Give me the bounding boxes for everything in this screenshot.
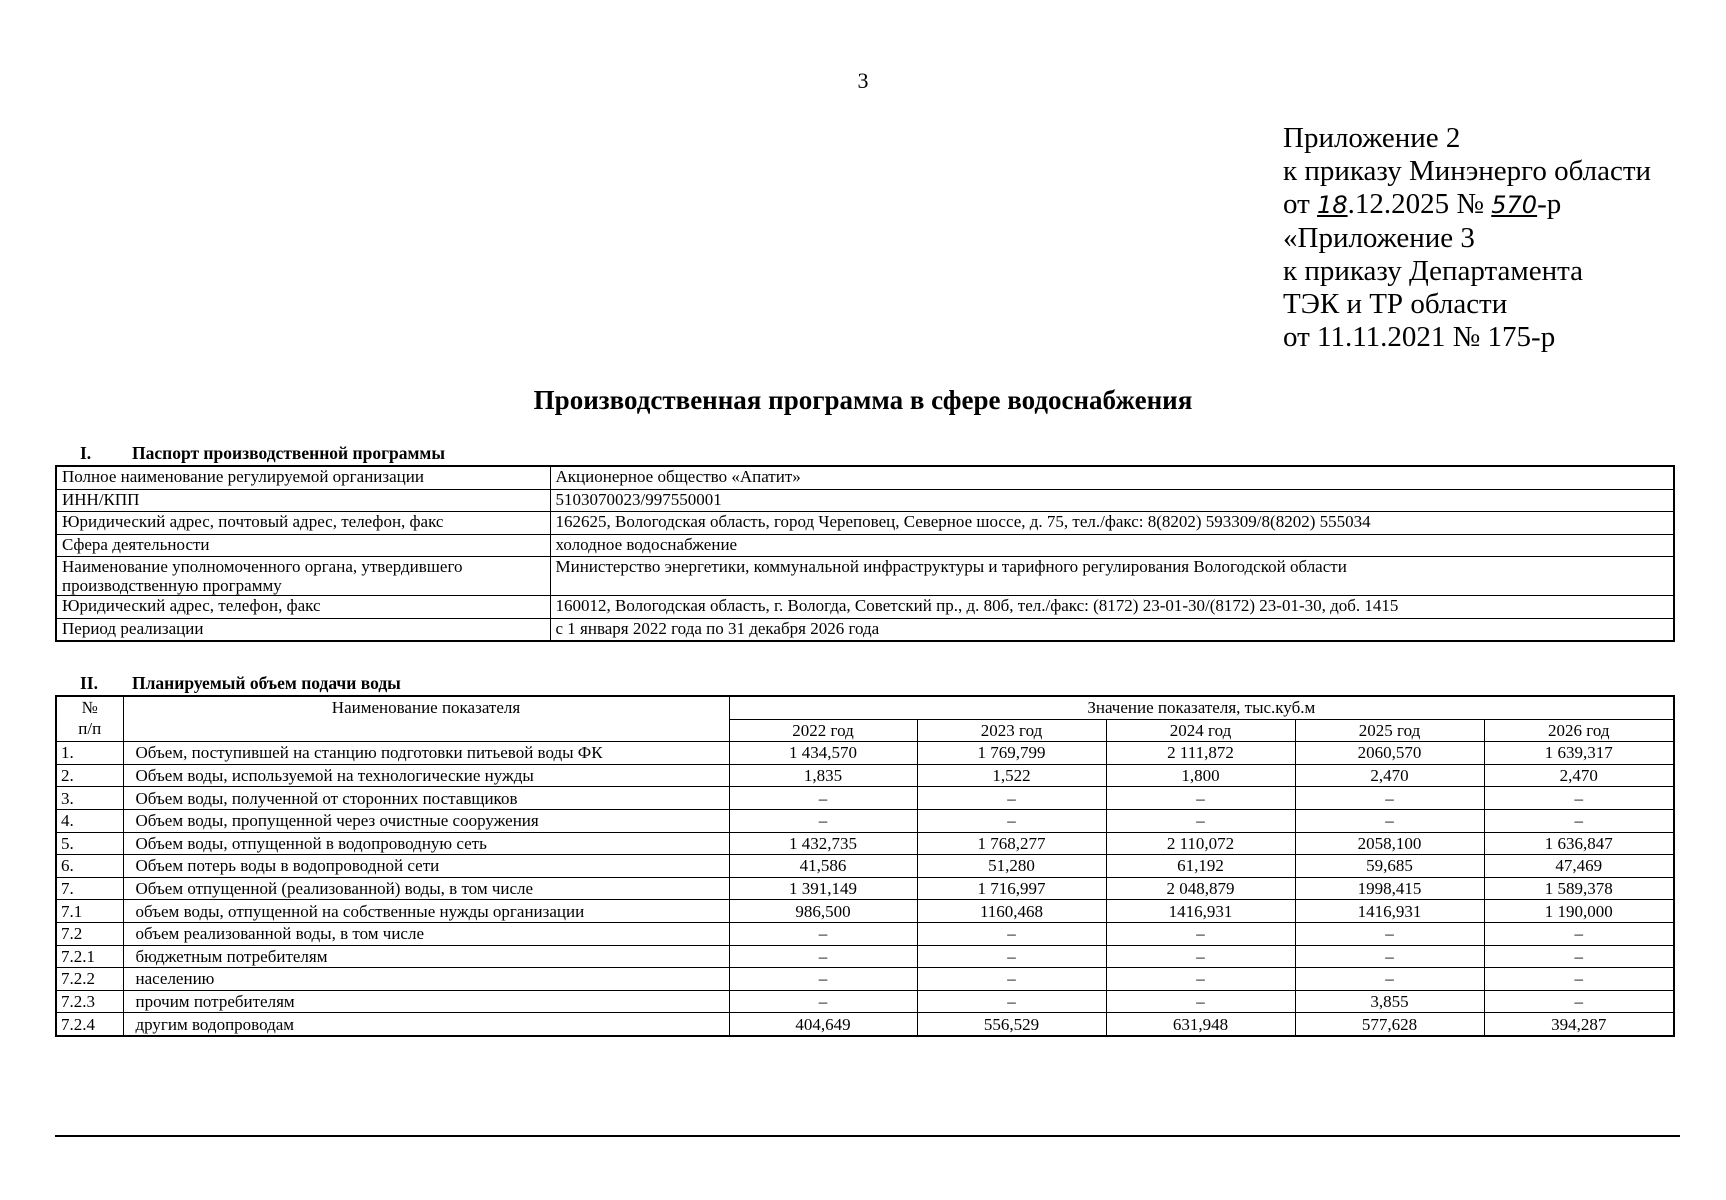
table-row bbox=[56, 900, 1674, 923]
value-cell: 59,685 bbox=[1295, 855, 1484, 878]
table-row bbox=[56, 764, 1674, 787]
handwritten-number: 570 bbox=[1491, 191, 1538, 219]
value-cell: 1416,931 bbox=[1295, 900, 1484, 923]
value-cell: 1416,931 bbox=[1106, 900, 1295, 923]
table-row bbox=[56, 534, 1674, 557]
table-row bbox=[56, 557, 1674, 596]
document-title: Производственная программа в сфере водоснабжения bbox=[533, 385, 1193, 415]
section-number: II. bbox=[80, 673, 98, 693]
indicator-name: другим водопроводам bbox=[123, 1013, 729, 1036]
value-cell: 631,948 bbox=[1106, 1013, 1295, 1036]
value-cell: 1 639,317 bbox=[1484, 742, 1674, 765]
passport-label: Наименование уполномоченного органа, утвердившего производственную программу bbox=[56, 557, 550, 596]
header-name: Наименование показателя bbox=[123, 696, 729, 742]
value-cell: 2,470 bbox=[1295, 764, 1484, 787]
appendix-text: -р bbox=[1537, 188, 1562, 220]
header-year: 2026 год bbox=[1484, 719, 1674, 742]
value-cell: 1 716,997 bbox=[917, 877, 1106, 900]
passport-label: Юридический адрес, телефон, факс bbox=[56, 596, 550, 619]
appendix-text: .12.2025 № bbox=[1347, 188, 1492, 220]
section-title: Паспорт производственной программы bbox=[132, 443, 446, 463]
value-cell: – bbox=[1484, 809, 1674, 832]
passport-label: Полное наименование регулируемой организации bbox=[56, 466, 550, 489]
indicator-name: объем воды, отпущенной на собственные нужды организации bbox=[123, 900, 729, 923]
value-cell: – bbox=[729, 787, 917, 810]
section-1-heading bbox=[80, 443, 445, 464]
appendix-line: к приказу Департамента bbox=[1283, 255, 1584, 287]
indicator-name: прочим потребителям bbox=[123, 990, 729, 1013]
value-cell: – bbox=[1484, 922, 1674, 945]
value-cell: – bbox=[1106, 990, 1295, 1013]
header-year: 2024 год bbox=[1106, 719, 1295, 742]
header-year: 2025 год bbox=[1295, 719, 1484, 742]
header-year: 2023 год bbox=[917, 719, 1106, 742]
value-cell: 47,469 bbox=[1484, 855, 1674, 878]
value-cell: 2058,100 bbox=[1295, 832, 1484, 855]
header-num: № п/п bbox=[56, 696, 123, 742]
value-cell: – bbox=[1106, 787, 1295, 810]
value-cell: 2,470 bbox=[1484, 764, 1674, 787]
appendix-line: «Приложение 3 bbox=[1283, 222, 1475, 254]
value-cell: 1,800 bbox=[1106, 764, 1295, 787]
appendix-line: от 11.11.2021 № 175-р bbox=[1283, 321, 1556, 353]
value-cell: – bbox=[1106, 922, 1295, 945]
page-number: 3 bbox=[857, 68, 869, 93]
indicator-name: Объем воды, пропущенной через очистные сооружения bbox=[123, 809, 729, 832]
appendix-block bbox=[1283, 122, 1651, 354]
value-cell: 1,835 bbox=[729, 764, 917, 787]
table-row bbox=[56, 990, 1674, 1013]
value-cell: 1 432,735 bbox=[729, 832, 917, 855]
row-number: 7.2.1 bbox=[56, 945, 123, 968]
table-row bbox=[56, 466, 1674, 489]
row-number: 7.2.2 bbox=[56, 968, 123, 991]
value-cell: 1 391,149 bbox=[729, 877, 917, 900]
value-cell: 1 589,378 bbox=[1484, 877, 1674, 900]
passport-label: ИНН/КПП bbox=[56, 489, 550, 512]
indicator-name: Объем воды, отпущенной в водопроводную сеть bbox=[123, 832, 729, 855]
value-cell: – bbox=[1484, 787, 1674, 810]
value-cell: – bbox=[1106, 968, 1295, 991]
table-row bbox=[56, 922, 1674, 945]
passport-label: Юридический адрес, почтовый адрес, телефон, факс bbox=[56, 512, 550, 535]
value-cell: 1160,468 bbox=[917, 900, 1106, 923]
value-cell: – bbox=[917, 809, 1106, 832]
appendix-text: от bbox=[1283, 188, 1318, 220]
value-cell: 51,280 bbox=[917, 855, 1106, 878]
value-cell: – bbox=[1106, 945, 1295, 968]
passport-value: холодное водоснабжение bbox=[550, 534, 1674, 557]
indicator-name: Объем воды, полученной от сторонних поставщиков bbox=[123, 787, 729, 810]
value-cell: – bbox=[729, 922, 917, 945]
appendix-line: ТЭК и ТР области bbox=[1283, 288, 1508, 320]
appendix-line: Приложение 2 bbox=[1283, 122, 1461, 154]
indicator-name: бюджетным потребителям bbox=[123, 945, 729, 968]
footer-divider bbox=[55, 1135, 1680, 1137]
table-header-row bbox=[56, 696, 1674, 719]
passport-value: Министерство энергетики, коммунальной инфраструктуры и тарифного регулирования Вологодской области bbox=[550, 557, 1674, 596]
indicator-name: объем реализованной воды, в том числе bbox=[123, 922, 729, 945]
value-cell: 2 048,879 bbox=[1106, 877, 1295, 900]
value-cell: – bbox=[1295, 922, 1484, 945]
table-row bbox=[56, 1013, 1674, 1036]
value-cell: 404,649 bbox=[729, 1013, 917, 1036]
passport-value: 5103070023/997550001 bbox=[550, 489, 1674, 512]
value-cell: 986,500 bbox=[729, 900, 917, 923]
row-number: 6. bbox=[56, 855, 123, 878]
value-cell: – bbox=[729, 990, 917, 1013]
header-year: 2022 год bbox=[729, 719, 917, 742]
indicator-name: Объем воды, используемой на технологические нужды bbox=[123, 764, 729, 787]
value-cell: – bbox=[1484, 945, 1674, 968]
handwritten-day: 18 bbox=[1317, 191, 1348, 219]
value-cell: 1 636,847 bbox=[1484, 832, 1674, 855]
table-row bbox=[56, 512, 1674, 535]
value-cell: 1 190,000 bbox=[1484, 900, 1674, 923]
section-number: I. bbox=[80, 443, 92, 463]
value-cell: – bbox=[917, 990, 1106, 1013]
table-row bbox=[56, 596, 1674, 619]
section-title: Планируемый объем подачи воды bbox=[132, 673, 401, 693]
value-cell: 1 768,277 bbox=[917, 832, 1106, 855]
table-row bbox=[56, 968, 1674, 991]
table-row bbox=[56, 832, 1674, 855]
row-number: 7.1 bbox=[56, 900, 123, 923]
value-cell: – bbox=[917, 968, 1106, 991]
value-cell: – bbox=[1295, 968, 1484, 991]
table-row bbox=[56, 489, 1674, 512]
value-cell: 1 434,570 bbox=[729, 742, 917, 765]
value-cell: 577,628 bbox=[1295, 1013, 1484, 1036]
value-cell: 41,586 bbox=[729, 855, 917, 878]
value-cell: – bbox=[729, 945, 917, 968]
value-cell: 2060,570 bbox=[1295, 742, 1484, 765]
table-row bbox=[56, 742, 1674, 765]
value-cell: 1998,415 bbox=[1295, 877, 1484, 900]
value-cell: 61,192 bbox=[1106, 855, 1295, 878]
value-cell: – bbox=[1295, 809, 1484, 832]
appendix-date-line bbox=[1283, 188, 1651, 222]
header-group: Значение показателя, тыс.куб.м bbox=[729, 696, 1674, 719]
indicator-name: населению bbox=[123, 968, 729, 991]
table-row bbox=[56, 809, 1674, 832]
value-cell: – bbox=[1484, 990, 1674, 1013]
passport-value: 160012, Вологодская область, г. Вологда, Советский пр., д. 80б, тел./факс: (8172) 23-01-30/(8172) 23-01-30, доб. 1415 bbox=[550, 596, 1674, 619]
value-cell: – bbox=[1295, 945, 1484, 968]
value-cell: – bbox=[729, 809, 917, 832]
section-2-heading bbox=[80, 673, 401, 694]
value-cell: 1,522 bbox=[917, 764, 1106, 787]
table-row bbox=[56, 855, 1674, 878]
row-number: 3. bbox=[56, 787, 123, 810]
water-volume-table bbox=[55, 695, 1675, 1037]
row-number: 4. bbox=[56, 809, 123, 832]
row-number: 7.2.3 bbox=[56, 990, 123, 1013]
passport-label: Период реализации bbox=[56, 618, 550, 641]
value-cell: 556,529 bbox=[917, 1013, 1106, 1036]
row-number: 7.2 bbox=[56, 922, 123, 945]
passport-value: с 1 января 2022 года по 31 декабря 2026 года bbox=[550, 618, 1674, 641]
passport-label: Сфера деятельности bbox=[56, 534, 550, 557]
indicator-name: Объем отпущенной (реализованной) воды, в том числе bbox=[123, 877, 729, 900]
value-cell: 2 111,872 bbox=[1106, 742, 1295, 765]
value-cell: 2 110,072 bbox=[1106, 832, 1295, 855]
value-cell: 394,287 bbox=[1484, 1013, 1674, 1036]
table-row bbox=[56, 618, 1674, 641]
passport-value: Акционерное общество «Апатит» bbox=[550, 466, 1674, 489]
value-cell: 3,855 bbox=[1295, 990, 1484, 1013]
row-number: 7. bbox=[56, 877, 123, 900]
table-row bbox=[56, 877, 1674, 900]
indicator-name: Объем потерь воды в водопроводной сети bbox=[123, 855, 729, 878]
row-number: 7.2.4 bbox=[56, 1013, 123, 1036]
value-cell: – bbox=[917, 922, 1106, 945]
value-cell: – bbox=[1484, 968, 1674, 991]
value-cell: – bbox=[917, 787, 1106, 810]
row-number: 1. bbox=[56, 742, 123, 765]
table-row bbox=[56, 945, 1674, 968]
value-cell: – bbox=[729, 968, 917, 991]
value-cell: – bbox=[917, 945, 1106, 968]
value-cell: – bbox=[1295, 787, 1484, 810]
value-cell: 1 769,799 bbox=[917, 742, 1106, 765]
appendix-line: к приказу Минэнерго области bbox=[1283, 155, 1652, 187]
passport-value: 162625, Вологодская область, город Череповец, Северное шоссе, д. 75, тел./факс: 8(8202) 593309/8(8202) 555034 bbox=[550, 512, 1674, 535]
indicator-name: Объем, поступившей на станцию подготовки питьевой воды ФК bbox=[123, 742, 729, 765]
row-number: 5. bbox=[56, 832, 123, 855]
table-row bbox=[56, 787, 1674, 810]
row-number: 2. bbox=[56, 764, 123, 787]
value-cell: – bbox=[1106, 809, 1295, 832]
passport-table bbox=[55, 465, 1675, 642]
